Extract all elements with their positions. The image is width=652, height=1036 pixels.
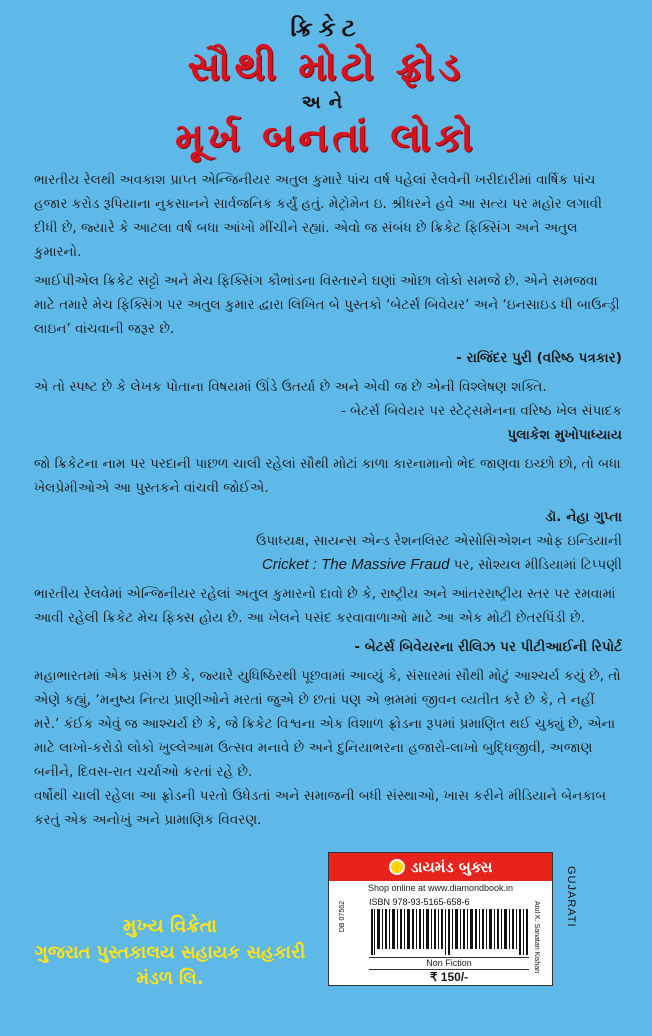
diamond-logo-icon [389, 859, 405, 875]
cover-header [0, 14, 652, 161]
barcode-panel [328, 852, 553, 986]
book-title-english: Cricket : The Massive Fraud [261, 556, 450, 573]
category-label: Non Fiction [369, 957, 529, 968]
author-code: Atul K. Sanatan Kishan [533, 901, 540, 973]
paragraph-7: વર્ષોથી ચાલી રહેલા આ ફ્રોડની પરતો ઉધેડતાં અને સમાજની બધી સંસ્થાઓ, ખાસ કરીને મીડિયાને બેનકાબ કરતું એક અનોખું અને પ્રામાણિક વિવરણ. [34, 788, 607, 828]
paragraph-3: એ તો સ્પષ્ટ છે કે લેખક પોતાના વિષયમાં ઊંડે ઉતર્યા છે અને એવી જ છે એની વિશ્લેષણ શક્તિ. [34, 379, 547, 395]
barcode-icon [369, 909, 529, 955]
publisher-brand [329, 853, 552, 881]
attribution-1: - રાજિંદર પુરી (વરિષ્ઠ પત્રકાર) [456, 350, 622, 366]
attribution-2-name: પુલાકેશ મુખોપાધ્યાય [507, 427, 622, 443]
title-line-1: સૌથી મોટો ફ્રોડ [187, 44, 465, 90]
price-label: ₹ 150/- [369, 969, 529, 984]
paragraph-4: જો ક્રિકેટના નામ પર પરદાની પાછળ ચાલી રહેલાં સૌથી મોટાં કાળા કારનામાનો ભેદ જાણવા ઇચ્છો છો, તો બધા ખેલપ્રેમીઓએ આ પુસ્તકને વાંચવી જોઈએ. [34, 456, 621, 496]
paragraph-6: મહાભારતમાં એક પ્રસંગ છે કે, જ્યારે યુધિષ્ઠિરથી પૂછવામાં આવ્યું કે, સંસારમાં સૌથી મોટું આશ્ચર્ય કયું છે, તો એણે કહ્યું, ‘મનુષ્ય નિત્ય પ્રાણીઓને મરતાં જુએ છે છતાં પણ એ ભ્રમમાં જીવન વ્યતીત કરે છે કે, તે નહીં મરે.’ કંઈક એવું જ આશ્ચર્ય છે કે, જે ક્રિકેટ વિશ્વના એક વિશાળ ફ્રોડના રૂપમાં પ્રમાણિત થઈ ચુક્યું છે, એના માટે લાખો-કરોડો લોકો ખુલ્લેઆમ ઉત્સવ મનાવે છે અને દુનિયાભરના હજારો-લાખો બુદ્ધિજીવી, અજાણ બનીને, દિવસ-રાત ચર્ચાઓ કરતાં રહે છે. [34, 668, 621, 780]
brand-name: ડાયમંડ બુક્સ [410, 858, 493, 876]
attribution-3-note [34, 553, 622, 577]
language-label: GUJARATI [565, 866, 577, 928]
title-kicker: ક્રિકેટ [290, 14, 362, 42]
attribution-4: - બેટર્સ બિવેયરના રીલિઝ પર પીટીઆઈની રિપોર્ટ [354, 639, 622, 655]
title-conjunction: અને [301, 92, 351, 113]
title-line-2: મૂર્ખ બનતાં લોકો [175, 115, 477, 161]
attribution-3-name: ડૉ. નેહા ગુપ્તા [545, 509, 622, 525]
distributor-label: મુખ્ય વિક્રેતા [123, 915, 217, 937]
distributor-name: ગુજરાત પુસ્તકાલય સહાયક સહકારી મંડળ લિ. [34, 942, 306, 989]
attribution-3-role: ઉપાધ્યક્ષ, સાયન્સ એન્ડ રેશનલિસ્ટ એસોસિએશન ઓફ ઇન્ડિયાની [256, 533, 622, 549]
blurb-body [34, 168, 622, 837]
paragraph-1: ભારતીય રેલથી અવકાશ પ્રાપ્ત એન્જિનીયર અતુલ કુમારે પાંચ વર્ષ પહેલાં રેલવેની ખરીદારીમાં વાર્ષિક પાંચ હજાર કરોડ રૂપિયાના નુકસાનને સાર્વજનિક કર્યું હતું. મેટ્રોમેન ઇ. શ્રીધરને હવે આ સત્ય પર મહોર લગાવી દીધી છે, જ્યારે કે આટલા વર્ષ બધા આંખો મીંચીને રહ્યાં. એવો જ સંબંધ છે ક્રિકેટ ફિક્સિંગ અને અતુલ કુમારનો. [34, 172, 603, 260]
isbn-text: ISBN 978-93-5165-658-6 [369, 897, 470, 907]
attribution-3-note-text: પર, સોશ્યલ મીડિયામાં ટિપ્પણી [449, 557, 622, 573]
paragraph-5: ભારતીય રેલવેમાં એન્જિનીયર રહેલાં અતુલ કુમારનો દાવો છે કે, રાષ્ટ્રીય અને આંતરરાષ્ટ્રીય સ્તર પર રમવામાં આવી રહેલી ક્રિકેટ મેચ ફિક્સ હોય છે. આ ખેલને પસંદ કરવાવાળાઓ માટે આ એક મોટી છેતરપિંડી છે. [34, 586, 616, 626]
catalog-code: DB 07562 [339, 901, 346, 933]
paragraph-2: આઈપીએલ ક્રિકેટ સટ્ટો અને મેચ ફિક્સિંગ કૌભાંડના વિસ્તારને ઘણાં ઓછા લોકો સમજે છે. એને સમજવા માટે તમારે મેચ ફિક્સિંગ પર અતુલ કુમાર દ્વારા લિખિત બે પુસ્તકો ‘બેટર્સ બિવેયર’ અને ‘ઇનસાઇડ ધી બાઉન્ડ્રી લાઇન’ વાંચવાની જરૂર છે. [34, 273, 620, 337]
distributor-block [30, 912, 310, 992]
shop-online-text: Shop online at www.diamondbook.in [367, 883, 514, 893]
attribution-2-role: - બેટર્સ બિવેયર પર સ્ટેટ્સમેનના વરિષ્ઠ ખેલ સંપાદક [340, 403, 622, 419]
